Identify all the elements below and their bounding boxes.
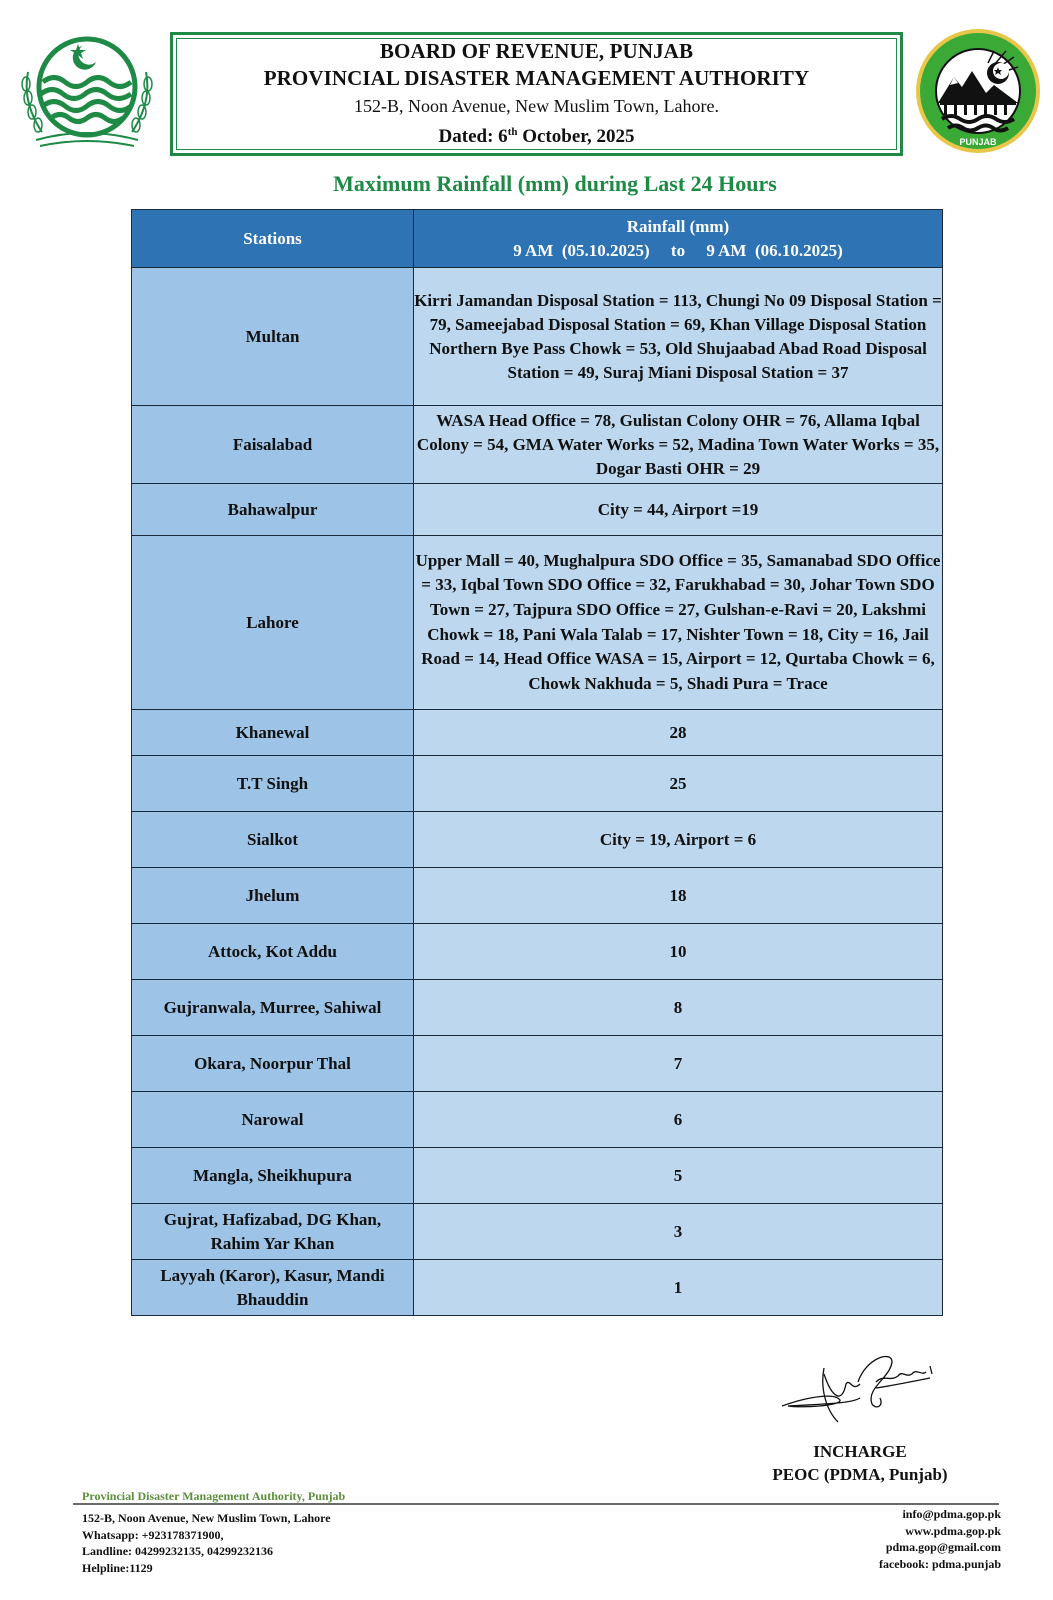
table-row [132,536,943,710]
table-header-row [132,210,943,268]
rainfall-table [131,209,943,1316]
signature-image [780,1348,940,1426]
footer-contact-left [82,1510,331,1576]
date-prefix: Dated: 6 [438,126,508,147]
table-row [132,812,943,868]
board-of-revenue-heading: BOARD OF REVENUE, PUNJAB [379,39,694,63]
signatory-block [720,1440,1000,1486]
pdma-logo-punjab-text: PUNJAB [959,137,997,147]
rainfall-value-cell: 5 [414,1148,943,1204]
rainfall-value-cell: 18 [414,868,943,924]
station-name-cell: T.T Singh [132,756,414,812]
rainfall-value-cell: City = 19, Airport = 6 [414,812,943,868]
station-name-cell: Khanewal [132,710,414,756]
rainfall-column-header [414,210,943,268]
table-row [132,268,943,406]
station-name-cell: Sialkot [132,812,414,868]
station-name-cell: Gujranwala, Murree, Sahiwal [132,980,414,1036]
pdma-punjab-logo-icon [914,27,1042,155]
rainfall-value-cell: 25 [414,756,943,812]
rainfall-header-title: Rainfall (mm) [626,216,730,236]
rainfall-value-cell: City = 44, Airport =19 [414,484,943,536]
stations-column-header: Stations [132,210,414,268]
rainfall-value-cell: 28 [414,710,943,756]
footer-facebook-link[interactable]: facebook: pdma.punjab [878,1556,1001,1571]
station-name-cell: Attock, Kot Addu [132,924,414,980]
signatory-title: INCHARGE [813,1442,907,1461]
rainfall-header-period: 9 AM (05.10.2025) to 9 AM (06.10.2025) [513,240,843,260]
table-row [132,1260,943,1316]
station-name-cell: Lahore [132,536,414,710]
footer-gmail-link[interactable]: pdma.gop@gmail.com [885,1540,1001,1554]
footer-contact-right [879,1506,1001,1572]
station-name-cell: Mangla, Sheikhupura [132,1148,414,1204]
letterhead-address: 152-B, Noon Avenue, New Muslim Town, Lahore. [353,96,720,116]
rainfall-value-cell: 1 [414,1260,943,1316]
date-ordinal: th [507,126,518,138]
table-row [132,1148,943,1204]
rainfall-value-cell: Upper Mall = 40, Mughalpura SDO Office = 35, Samanabad SDO Office = 33, Iqbal Town SDO Office = 32, Farukhabad = 30, Johar Town SDO Town = 27, Tajpura SDO Office = 27, Gulshan-e-Ravi = 20, Lakshmi Chowk = 18, Pani Wala Talab = 17, Nishter Town = 18, City = 16, Jail Road = 14, Head Office WASA = 15, Airport = 12, Qurtaba Chowk = 6, Chowk Nakhuda = 5, Shadi Pura = Trace [414,536,943,710]
rainfall-value-cell: 7 [414,1036,943,1092]
table-row [132,868,943,924]
rainfall-value-cell: 3 [414,1204,943,1260]
footer-divider [73,1503,999,1505]
table-row [132,406,943,484]
footer-whatsapp: Whatsapp: +923178371900, [82,1527,224,1542]
document-date [439,119,635,150]
station-name-cell: Narowal [132,1092,414,1148]
footer-address: 152-B, Noon Avenue, New Muslim Town, Lahore [82,1511,331,1525]
government-of-punjab-emblem-icon [16,32,158,150]
footer-helpline: Helpline:1129 [82,1560,153,1575]
station-name-cell: Multan [132,268,414,406]
table-row [132,484,943,536]
table-row [132,980,943,1036]
table-row [132,710,943,756]
table-row [132,756,943,812]
station-name-cell: Faisalabad [132,406,414,484]
station-name-cell: Bahawalpur [132,484,414,536]
footer-organization: Provincial Disaster Management Authority, Punjab [82,1489,346,1503]
rainfall-value-cell: 6 [414,1092,943,1148]
rainfall-value-cell: Kirri Jamandan Disposal Station = 113, Chungi No 09 Disposal Station = 79, Sameejabad Disposal Station = 69, Khan Village Disposal Station Northern Bye Pass Chowk = 53, Old Shujaabad Abad Road Disposal Station = 49, Suraj Miani Disposal Station = 37 [414,268,943,406]
footer-landline: Landline: 04299232135, 04299232136 [82,1544,274,1558]
table-row [132,1036,943,1092]
table-row [132,1092,943,1148]
footer-email-link[interactable]: info@pdma.gop.pk [902,1507,1001,1521]
signatory-office: PEOC (PDMA, Punjab) [772,1465,948,1484]
rainfall-value-cell: 10 [414,924,943,980]
rainfall-value-cell: 8 [414,980,943,1036]
table-row [132,924,943,980]
pdma-heading: PROVINCIAL DISASTER MANAGEMENT AUTHORITY [263,66,810,90]
station-name-cell: Jhelum [132,868,414,924]
footer-website-link[interactable]: www.pdma.gop.pk [905,1523,1001,1538]
report-title: Maximum Rainfall (mm) during Last 24 Hours [333,171,777,196]
station-name-cell: Gujrat, Hafizabad, DG Khan, Rahim Yar Khan [132,1204,414,1260]
rainfall-value-cell: WASA Head Office = 78, Gulistan Colony OHR = 76, Allama Iqbal Colony = 54, GMA Water Works = 52, Madina Town Water Works = 35, Dogar Basti OHR = 29 [414,406,943,484]
date-suffix: October, 2025 [517,126,635,147]
letterhead-box [170,32,903,156]
station-name-cell: Layyah (Karor), Kasur, Mandi Bhauddin [132,1260,414,1316]
station-name-cell: Okara, Noorpur Thal [132,1036,414,1092]
table-row [132,1204,943,1260]
